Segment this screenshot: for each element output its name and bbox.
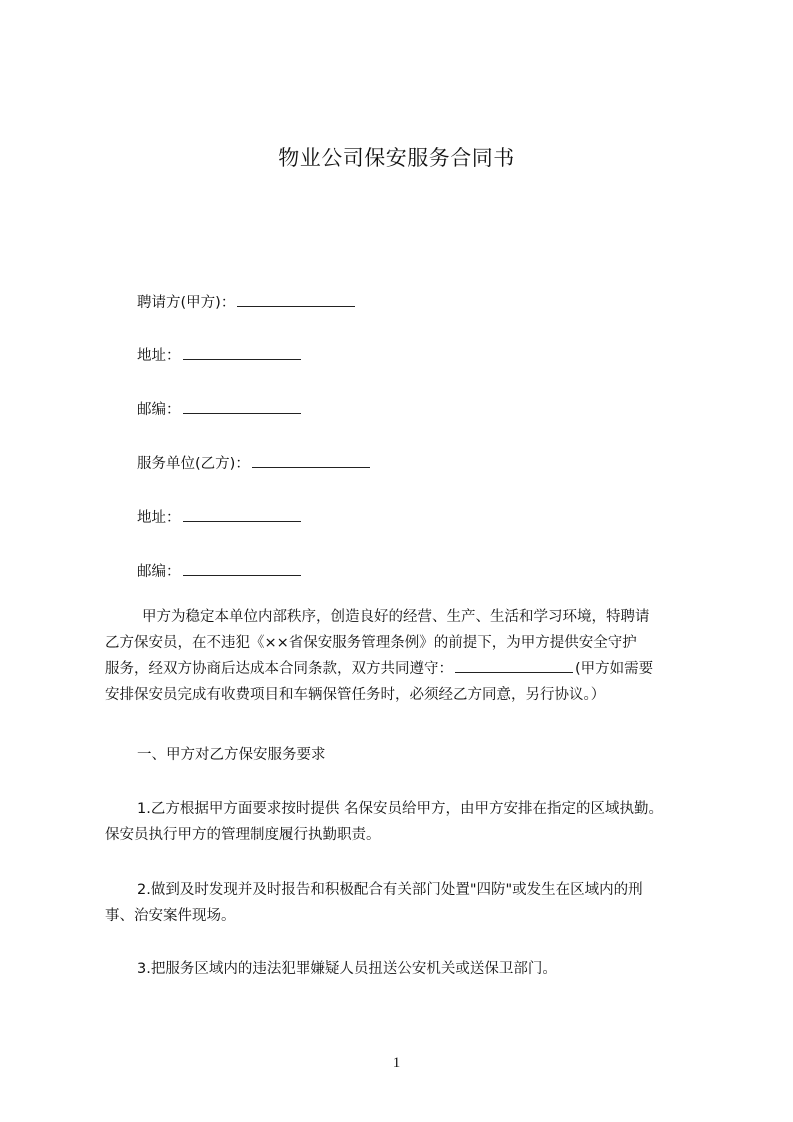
- item-line: 事、治安案件现场。: [105, 908, 236, 924]
- intro-line: 安排保安员完成有收费项目和车辆保管任务时，必须经乙方同意，另行协议。）: [105, 687, 606, 703]
- hiring-party-blank: [237, 292, 355, 307]
- party-b-address-field: [137, 507, 301, 528]
- service-unit-blank: [252, 453, 370, 468]
- party-b-address-blank: [183, 507, 301, 522]
- party-b-address-label: 地址：: [137, 510, 181, 526]
- intro-line: 乙方保安员，在不违犯《××省保安服务管理条例》的前提下，为甲方提供安全守护: [105, 635, 637, 651]
- party-a-postcode-label: 邮编：: [137, 402, 181, 418]
- hiring-party-field: [137, 292, 355, 313]
- party-b-postcode-label: 邮编：: [137, 564, 181, 580]
- party-b-postcode-blank: [183, 561, 301, 576]
- party-b-postcode-field: [137, 561, 301, 582]
- item-line: 3.把服务区域内的违法犯罪嫌疑人员扭送公安机关或送保卫部门。: [137, 961, 557, 977]
- intro-line-suffix: (甲方如需要: [575, 661, 654, 677]
- page-number: 1: [392, 1055, 401, 1071]
- intro-line-prefix: 服务，经双方协商后达成本合同条款，双方共同遵守：: [105, 661, 453, 677]
- item-line: 2.做到及时发现并及时报告和积极配合有关部门处置"四防"或发生在区域内的刑: [137, 882, 643, 898]
- item-line: 1.乙方根据甲方面要求按时提供 名保安员给甲方，由甲方安排在指定的区域执勤。: [137, 801, 663, 817]
- service-unit-field: [137, 453, 370, 474]
- section-heading: 一、甲方对乙方保安服务要求: [137, 747, 326, 763]
- party-a-address-blank: [183, 345, 301, 360]
- page-title: 物业公司保安服务合同书: [278, 146, 515, 170]
- intro-line: 甲方为稳定本单位内部秩序，创造良好的经营、生产、生活和学习环境，特聘请: [142, 609, 650, 625]
- party-a-postcode-field: [137, 399, 301, 420]
- requirement-item-3: [137, 956, 557, 982]
- service-unit-label: 服务单位(乙方)：: [137, 456, 250, 472]
- intro-line: [105, 656, 653, 682]
- party-a-address-field: [137, 345, 301, 366]
- party-a-postcode-blank: [183, 399, 301, 414]
- requirement-item-1: [105, 796, 663, 848]
- item-line: 保安员执行甲方的管理制度履行执勤职责。: [105, 827, 381, 843]
- hiring-party-label: 聘请方(甲方)：: [137, 295, 236, 311]
- compliance-blank: [455, 658, 573, 673]
- intro-paragraph: [105, 604, 653, 708]
- party-a-address-label: 地址：: [137, 348, 181, 364]
- requirement-item-2: [105, 877, 643, 929]
